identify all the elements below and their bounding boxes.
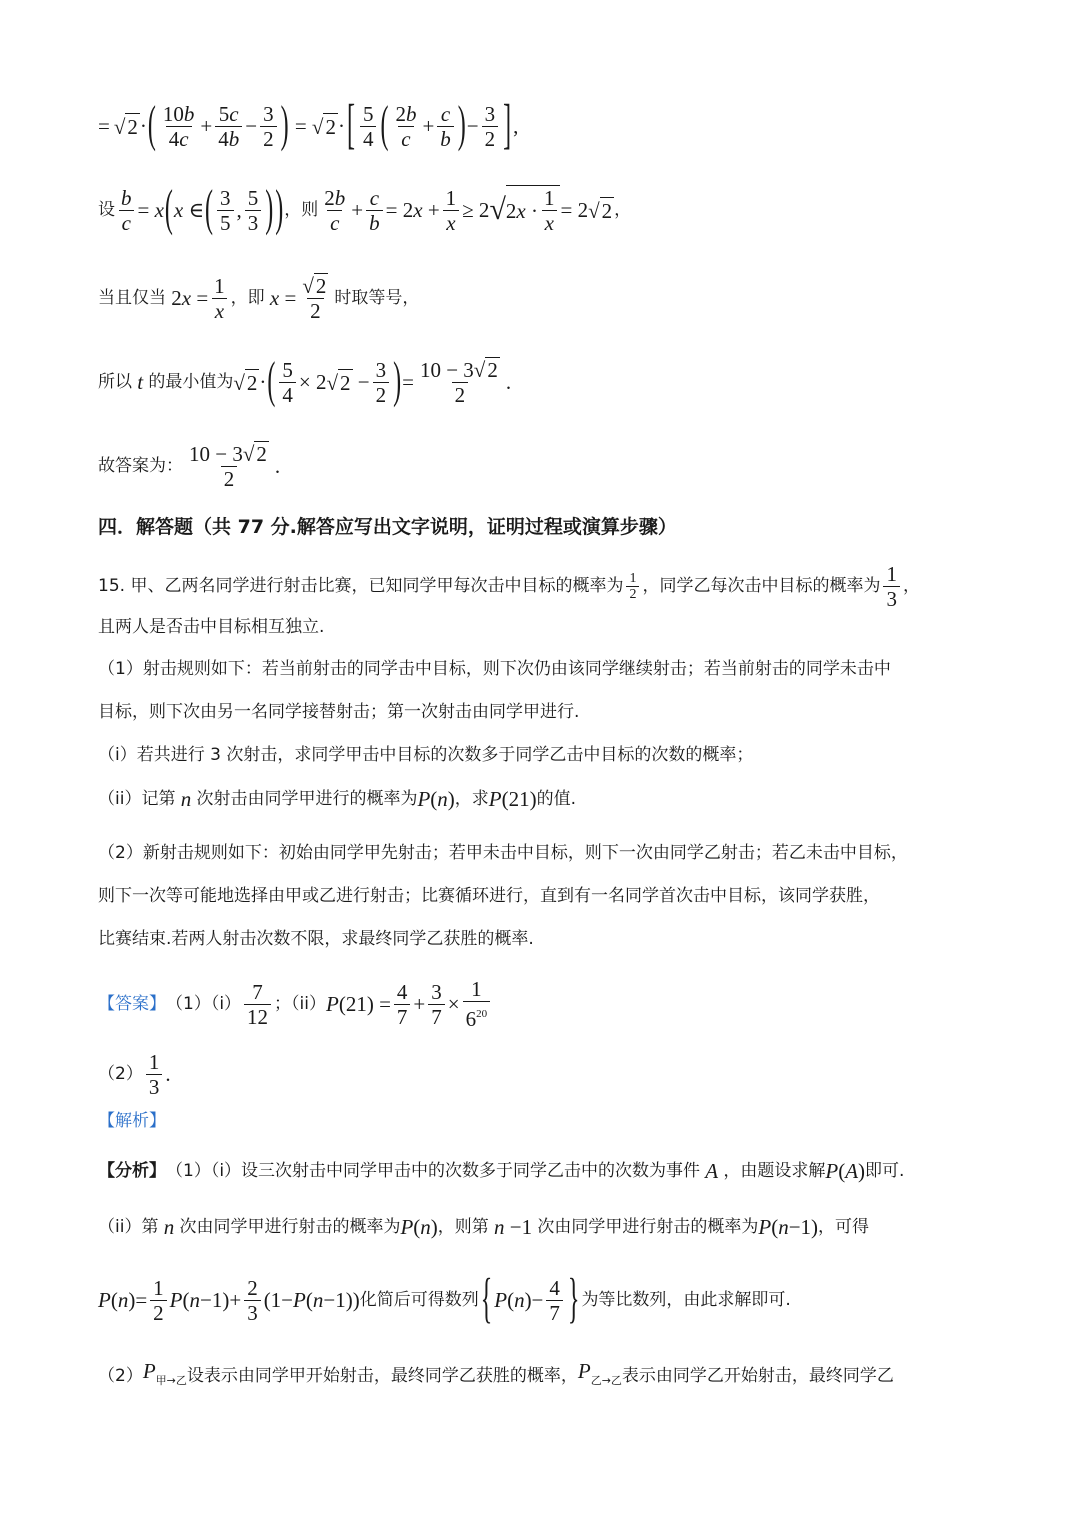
text-guda-anwei: 故答案为： (98, 456, 183, 476)
q15-text-c: ， (902, 576, 920, 596)
equation-line-2: 设 $\frac{b}{c}$ = x ( x ∈ ( $\frac{3}{5}$ , $\frac{5}{3}$ ) ) ，则 $\frac{2b}{c}$ + $\frac{c}{b}$ = 2 x + $\frac{1}{x}$ ≥ 2 √ 2 x · $\frac{1}{x}$ = 2 √ 2 ， (98, 182, 632, 238)
fenxi-1a: （1）（i）设三次射击中同学甲击中的次数多于同学乙击中的次数为事件 (166, 1161, 701, 1181)
equation-line-1: = √ 2 · ( $\frac{10b}{4c}$ + $\frac{5c}{4b}$ − $\frac{3}{2}$ ) = √ 2 · [ $\frac{5}{4}$ ( $\frac{2b}{c}$ + $\frac{c}{b}$ ) − $\frac{3}{2}$ ] , (98, 96, 519, 156)
answer-text-b: ；（ii） (274, 994, 326, 1014)
answer-tag: 【答案】 (98, 994, 166, 1014)
text-shiqudenghao: 时取等号， (334, 288, 420, 308)
q15-line-1: 15. 甲、乙两名同学进行射击比赛，已知同学甲每次击中目标的概率为 $\frac{1}{2}$ ，同学乙每次击中目标的概率为 $\frac{1}{3}$ ， (98, 561, 920, 611)
fenxi-2a: （ii）第 (98, 1217, 159, 1237)
q15-p2-text1: （2）新射击规则如下：初始由同学甲先射击；若甲未击中目标，则下一次由同学乙射击；若乙未击中目标， (98, 843, 908, 863)
text-dangqiejindang: 当且仅当 (98, 288, 166, 308)
answer-2-text: （2） (98, 1064, 143, 1084)
text-she: 设 (98, 200, 115, 220)
text-suoyi: 所以 (98, 372, 132, 392)
q15-text-a: 15. 甲、乙两名同学进行射击比赛，已知同学甲每次击中目标的概率为 (98, 576, 624, 596)
q15-p1-text1: （1）射击规则如下：若当前射击的同学击中目标，则下次仍由该同学继续射击；若当前射击的同学未击中 (98, 659, 891, 679)
q15-p2-text3: 比赛结束.若两人射击次数不限，求最终同学乙获胜的概率. (98, 929, 534, 949)
fenxi-4b: 设表示由同学甲开始射击，最终同学乙获胜的概率， (186, 1366, 578, 1386)
q15-p1-text2: 目标，则下次由另一名同学接替射击；第一次射击由同学甲进行. (98, 702, 580, 722)
fenxi-3a: 化简后可得数列 (359, 1290, 479, 1310)
q15-text-b: ，同学乙每次击中目标的概率为 (642, 576, 881, 596)
q15-part2-line1 (98, 840, 1020, 866)
q15-i-text: （i）若共进行 3 次射击，求同学甲击中目标的次数多于同学乙击中目标的次数的概率； (98, 745, 754, 765)
fenxi-2b: 次由同学甲进行射击的概率为 (179, 1217, 401, 1237)
answer-text-a: （1）（i） (166, 994, 242, 1014)
jiexi-tag: 【解析】 (98, 1111, 166, 1131)
jiexi-line (98, 1108, 1020, 1134)
q15-sub-i (98, 742, 1020, 768)
answer-block-1: 【答案】 （1）（i） $\frac{7}{12}$ ；（ii） P (21) = $\frac{4}{7}$ + $\frac{3}{7}$ × $\frac{1}{6^{20}}$ (98, 976, 1020, 1032)
section-title: 四．解答题（共 77 分.解答应写出文字说明，证明过程或演算步骤） (98, 516, 677, 538)
text-zuixiaozhi: 的最小值为 (148, 372, 234, 392)
fenxi-2d: 次由同学甲进行射击的概率为 (537, 1217, 759, 1237)
q15-line-2 (98, 614, 1020, 640)
q15-part1-line2 (98, 699, 1020, 725)
equation-line-3: 当且仅当 2 x = $\frac{1}{x}$ ，即 x = √ 2 2 时取等号， (98, 273, 420, 323)
equation-line-4: 所以 t 的最小值为 √ 2 · ( $\frac{5}{4}$ × 2 √ 2 − $\frac{3}{2}$ ) = 10 − 3√ 2 2 . (98, 354, 512, 410)
text-ze: ，则 (284, 200, 319, 220)
text-ji: ，即 (230, 288, 265, 308)
fenxi-2e: ，可得 (818, 1217, 870, 1237)
q15-part2-line2 (98, 883, 1020, 909)
fenxi-line-2: （ii）第 n 次由同学甲进行射击的概率为 P(n) ，则第 n −1 次由同学甲进行射击的概率为 P(n−1) ，可得 (98, 1215, 870, 1239)
q15-p2-text2: 则下一次等可能地选择由甲或乙进行射击；比赛循环进行，直到有一名同学首次击中目标，该同学获胜， (98, 886, 880, 906)
fenxi-4c: 表示由同学乙开始射击，最终同学乙 (621, 1366, 894, 1386)
fenxi-4a: （2） (98, 1366, 143, 1386)
q15-text-line2: 且两人是否击中目标相互独立. (98, 617, 325, 637)
fenxi-tag: 【分析】 (98, 1161, 166, 1181)
answer-line: 故答案为： 10 − 3√ 2 2 . (98, 442, 281, 491)
fenxi-line-3: P ( n )= $\frac{1}{2}$ P ( n −1)+ $\frac{2}{3}$ (1− P ( n −1)) 化简后可得数列 { P ( n )− $\frac{4}{7}$ } 为等比数列，由此求解即可. (98, 1270, 791, 1330)
fenxi-line-1: 【分析】 （1）（i）设三次射击中同学甲击中的次数多于同学乙击中的次数为事件 A ，由题设求解 P(A) 即可. (98, 1159, 905, 1183)
answer-block-2: （2） $\frac{1}{3}$ . (98, 1049, 171, 1099)
text-comma: ， (614, 200, 632, 220)
section-heading (98, 514, 1020, 540)
fenxi-1b: ，由题设求解 (723, 1161, 826, 1181)
fenxi-2c: ，则第 (437, 1217, 489, 1237)
fenxi-3b: 为等比数列，由此求解即可. (581, 1290, 791, 1310)
q15-sub-ii: （ii）记第 n 次射击由同学甲进行的概率为 P(n) ，求 P(21) 的值. (98, 787, 577, 811)
q15-ii-text-d: 的值. (536, 789, 577, 809)
q15-ii-text-a: （ii）记第 (98, 789, 176, 809)
q15-part1-line1 (98, 656, 1020, 682)
q15-ii-text-c: ，求 (454, 789, 489, 809)
fenxi-1c: 即可. (865, 1161, 905, 1181)
q15-part2-line3 (98, 926, 1020, 952)
fenxi-line-4: （2） $P_{甲\to 乙}$ 设表示由同学甲开始射击，最终同学乙获胜的概率， $P_{乙\to 乙}$ 表示由同学乙开始射击，最终同学乙 (98, 1359, 894, 1387)
q15-ii-text-b: 次射击由同学甲进行的概率为 (196, 789, 418, 809)
